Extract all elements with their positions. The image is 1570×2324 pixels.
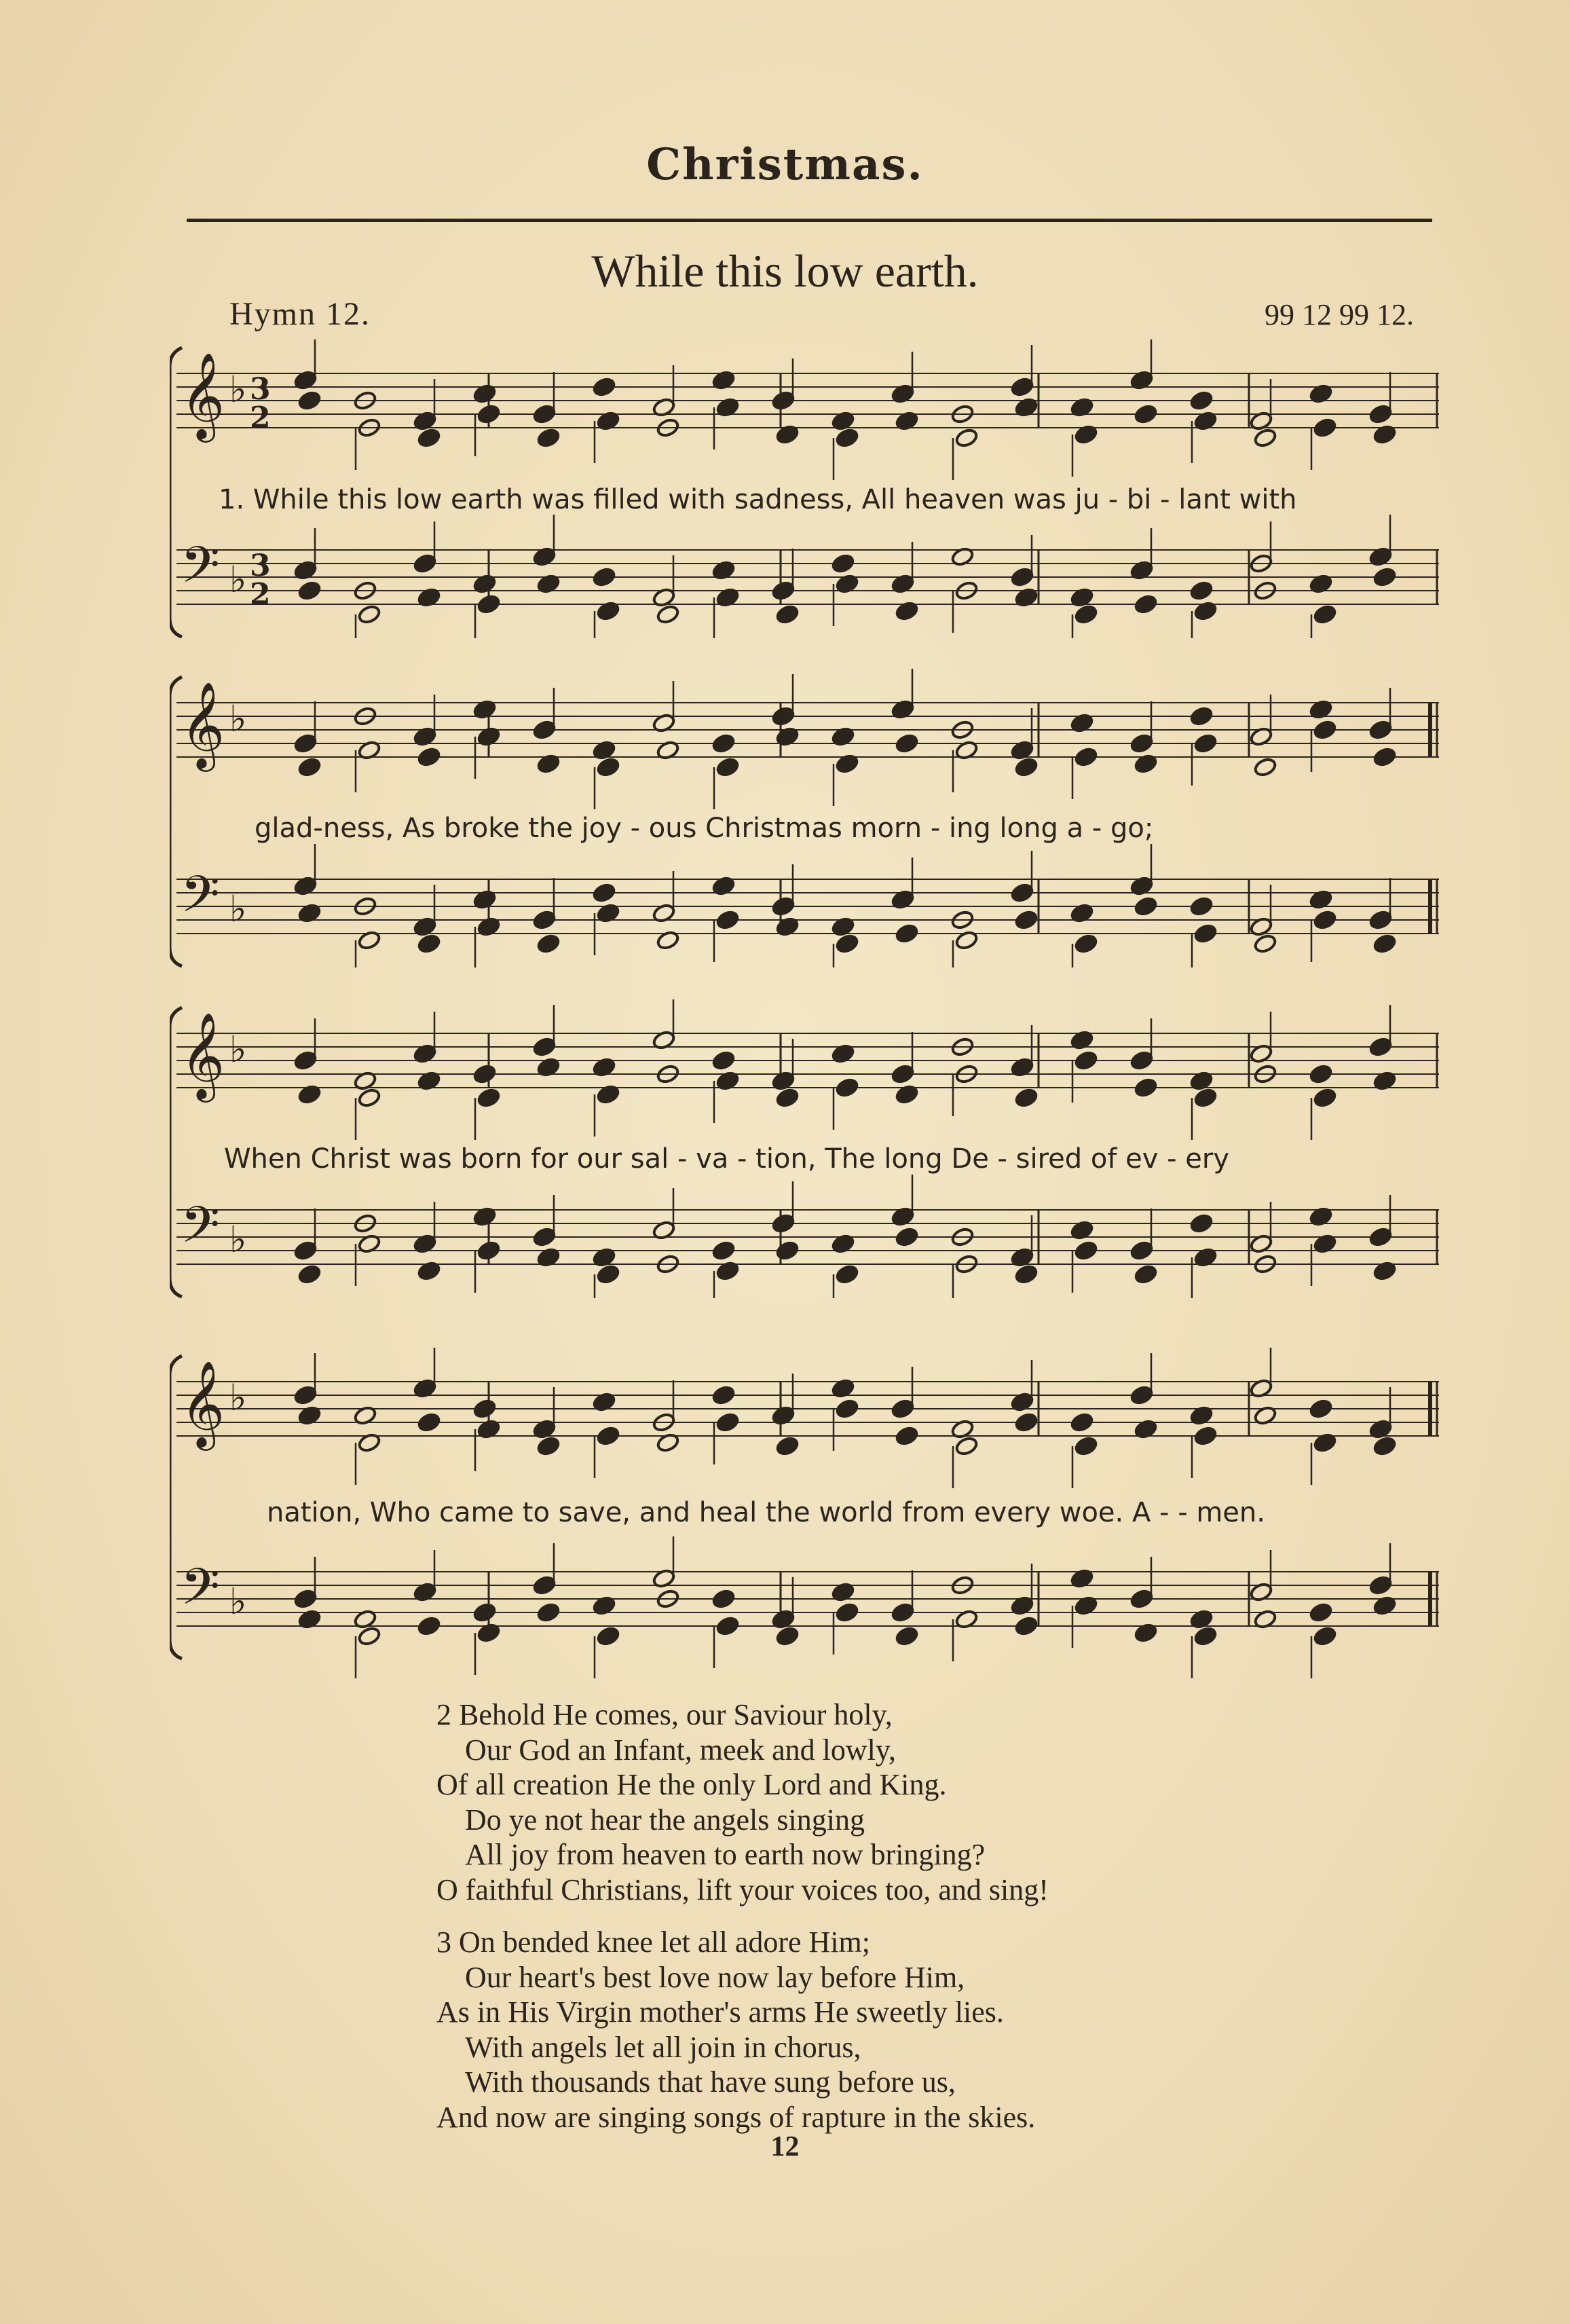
note-head — [476, 594, 501, 615]
note-head — [1014, 1264, 1039, 1285]
music-system-1 — [170, 339, 1449, 638]
note-head — [1313, 1088, 1337, 1109]
note-head — [711, 1385, 736, 1406]
note-head — [596, 757, 620, 778]
note-head — [1193, 1426, 1218, 1447]
note-head — [297, 1264, 322, 1285]
note-head — [1014, 910, 1039, 931]
note-head — [891, 1064, 915, 1085]
note-head — [417, 428, 441, 449]
note-head — [895, 1227, 919, 1248]
verse-line: Our God an Infant, meek and lowly, — [465, 1733, 896, 1767]
note-head — [835, 1077, 859, 1099]
note-head — [1372, 934, 1397, 955]
note-head — [536, 1602, 561, 1623]
bass-staff — [176, 844, 1439, 967]
note-head — [472, 1602, 497, 1623]
verse-line: Do ye not hear the angels singing — [465, 1803, 865, 1837]
note-head — [536, 934, 561, 955]
treble-clef-icon: 𝄞 — [181, 352, 225, 439]
note-head — [1010, 377, 1034, 398]
note-head — [1129, 1240, 1154, 1261]
note-head — [532, 404, 557, 425]
note-head — [775, 1240, 800, 1261]
note-head — [1129, 1050, 1154, 1071]
note-head — [1372, 747, 1397, 768]
note-head — [954, 1436, 979, 1457]
note-head — [1193, 923, 1218, 944]
note-head — [1313, 418, 1337, 439]
note-head — [1074, 747, 1098, 768]
section-title: Christmas. — [646, 139, 924, 190]
note-head — [1372, 1436, 1397, 1457]
lyric-line: 1. While this low earth was filled with sadness, All heaven was ju - bi - lant with — [219, 484, 1297, 515]
verse-line: 3 On bended knee let all adore Him; — [436, 1925, 871, 1959]
note-head — [715, 757, 740, 778]
note-head — [835, 934, 859, 955]
note-head — [592, 377, 616, 398]
page-number: 12 — [770, 2131, 800, 2162]
note-head — [1074, 1436, 1098, 1457]
note-head — [1189, 896, 1214, 917]
note-head — [771, 580, 796, 602]
note-head — [293, 1385, 318, 1406]
note-head — [895, 733, 919, 754]
note-head — [835, 1399, 859, 1420]
lyric-line: nation, Who came to save, and heal the world from every woe. A - - men. — [267, 1497, 1265, 1528]
hymn-meter: 99 12 99 12. — [1265, 298, 1414, 331]
note-head — [1134, 594, 1158, 615]
note-head — [293, 1240, 318, 1261]
note-head — [592, 567, 616, 588]
bass-staff — [176, 515, 1439, 638]
note-head — [476, 1240, 501, 1261]
note-head — [472, 1399, 497, 1420]
flat-icon: ♭ — [229, 558, 247, 601]
treble-clef-icon: 𝄞 — [181, 1012, 225, 1099]
note-head — [417, 747, 441, 768]
note-head — [1014, 1088, 1039, 1109]
verse-line: 2 Behold He comes, our Saviour holy, — [436, 1698, 893, 1731]
note-head — [771, 706, 796, 727]
bass-clef-icon: 𝄢 — [181, 1557, 220, 1629]
note-head — [476, 404, 501, 425]
note-head — [835, 1602, 859, 1623]
note-head — [771, 390, 796, 411]
note-head — [297, 390, 322, 411]
bass-clef-icon: 𝄢 — [181, 865, 220, 936]
verse-line: Our heart's best love now lay before Him, — [465, 1960, 965, 1994]
note-head — [895, 1426, 919, 1447]
note-head — [835, 428, 859, 449]
note-head — [771, 1213, 796, 1234]
note-head — [771, 896, 796, 917]
time-signature: 3 — [250, 549, 271, 583]
note-head — [1368, 1575, 1393, 1596]
note-head — [592, 883, 616, 904]
note-head — [1189, 1213, 1214, 1234]
note-head — [297, 580, 322, 602]
treble-clef-icon: 𝄞 — [181, 681, 225, 768]
music-system-2 — [170, 669, 1449, 967]
note-head — [711, 1589, 736, 1610]
note-head — [532, 910, 557, 931]
note-head — [1193, 1626, 1218, 1647]
note-head — [293, 1589, 318, 1610]
note-head — [1368, 404, 1393, 425]
note-head — [417, 1412, 441, 1433]
note-head — [293, 733, 318, 754]
note-head — [297, 757, 322, 778]
bass-clef-icon: 𝄢 — [181, 536, 220, 607]
note-head — [1129, 1385, 1154, 1406]
note-head — [536, 428, 561, 449]
note-head — [532, 1037, 557, 1058]
verse-line: All joy from heaven to earth now bringing? — [465, 1838, 986, 1871]
note-head — [891, 1602, 915, 1623]
note-head — [1010, 883, 1034, 904]
note-head — [357, 1626, 381, 1647]
note-head — [1074, 1240, 1098, 1261]
verse-line: Of all creation He the only Lord and King. — [436, 1768, 947, 1801]
treble-staff — [176, 1348, 1439, 1488]
note-head — [1014, 1616, 1039, 1637]
verse-2 — [436, 1697, 1049, 1907]
note-head — [715, 1616, 740, 1637]
note-head — [656, 604, 680, 625]
note-head — [711, 733, 736, 754]
time-signature: 2 — [250, 577, 271, 612]
flat-icon: ♭ — [229, 368, 247, 411]
note-head — [954, 428, 979, 449]
note-head — [1134, 404, 1158, 425]
note-head — [895, 1626, 919, 1647]
verse-line: And now are singing songs of rapture in the skies. — [436, 2100, 1036, 2134]
note-head — [1372, 567, 1397, 588]
note-head — [1313, 720, 1337, 741]
note-head — [775, 604, 800, 625]
verses — [436, 1697, 1049, 2152]
note-head — [831, 553, 855, 574]
note-head — [775, 1088, 800, 1109]
note-head — [1313, 1626, 1337, 1647]
note-head — [891, 1399, 915, 1420]
note-head — [1368, 910, 1393, 931]
note-head — [1253, 934, 1277, 955]
flat-icon: ♭ — [229, 1580, 247, 1623]
note-head — [413, 553, 437, 574]
note-head — [417, 934, 441, 955]
verse-line: O faithful Christians, lift your voices too, and sing! — [436, 1873, 1049, 1906]
note-head — [476, 1088, 501, 1109]
note-head — [1309, 1602, 1333, 1623]
note-head — [596, 1264, 620, 1285]
bass-staff — [176, 1175, 1439, 1298]
note-head — [1129, 733, 1154, 754]
note-head — [1189, 580, 1214, 602]
treble-staff — [176, 999, 1439, 1140]
flat-icon: ♭ — [229, 1028, 247, 1071]
note-head — [1014, 757, 1039, 778]
note-head — [1074, 934, 1098, 955]
flat-icon: ♭ — [229, 1376, 247, 1419]
time-signature: 2 — [250, 401, 271, 435]
verse-line: With angels let all join in chorus, — [465, 2030, 861, 2064]
note-head — [711, 1050, 736, 1071]
hymn-title: While this low earth. — [591, 245, 979, 297]
note-head — [1368, 720, 1393, 741]
lyric-line: glad-ness, As broke the joy - ous Christmas morn - ing long a - go; — [255, 813, 1154, 844]
note-head — [1014, 1412, 1039, 1433]
treble-staff — [176, 339, 1439, 480]
note-head — [1134, 1264, 1158, 1285]
verse-3 — [436, 1925, 1049, 2135]
note-head — [532, 1575, 557, 1596]
note-head — [1134, 896, 1158, 917]
flat-icon: ♭ — [229, 1218, 247, 1261]
note-head — [357, 1088, 381, 1109]
note-head — [1253, 428, 1277, 449]
hymn-number: Hymn 12. — [229, 296, 371, 332]
note-head — [1368, 1037, 1393, 1058]
note-head — [775, 1436, 800, 1457]
bass-staff — [176, 1536, 1439, 1678]
flat-icon: ♭ — [229, 887, 247, 930]
bass-clef-icon: 𝄢 — [181, 1196, 220, 1267]
note-head — [1193, 1088, 1218, 1109]
note-head — [715, 910, 740, 931]
note-head — [1368, 1227, 1393, 1248]
note-head — [775, 1626, 800, 1647]
note-head — [1074, 1050, 1098, 1071]
note-head — [895, 923, 919, 944]
note-head — [596, 1626, 620, 1647]
header-rule — [187, 219, 1432, 222]
note-head — [1129, 1589, 1154, 1610]
note-head — [357, 604, 381, 625]
note-head — [715, 1412, 740, 1433]
note-head — [1309, 1399, 1333, 1420]
note-head — [472, 1064, 497, 1085]
note-head — [1189, 706, 1214, 727]
note-head — [1193, 733, 1218, 754]
note-head — [1313, 604, 1337, 625]
note-head — [1189, 390, 1214, 411]
note-head — [293, 1050, 318, 1071]
note-head — [1253, 757, 1277, 778]
flat-icon: ♭ — [229, 697, 247, 740]
note-head — [596, 1426, 620, 1447]
treble-staff — [176, 669, 1439, 809]
time-signature: 3 — [250, 372, 271, 407]
note-head — [1070, 1412, 1094, 1433]
music-system-3 — [170, 999, 1449, 1298]
note-head — [1309, 1064, 1333, 1085]
note-head — [1074, 604, 1098, 625]
verse-line: With thousands that have sung before us, — [465, 2065, 956, 2099]
note-head — [1313, 910, 1337, 931]
music-system-4 — [170, 1348, 1449, 1680]
lyric-line: When Christ was born for our sal - va - tion, The long De - sired of ev - ery — [224, 1143, 1230, 1175]
note-head — [835, 1264, 859, 1285]
note-head — [417, 1616, 441, 1637]
note-head — [1010, 567, 1034, 588]
note-head — [532, 720, 557, 741]
note-head — [711, 1240, 736, 1261]
note-head — [536, 1436, 561, 1457]
treble-clef-icon: 𝄞 — [181, 1360, 225, 1447]
note-head — [1134, 1077, 1158, 1099]
verse-line: As in His Virgin mother's arms He sweetly lies. — [436, 1995, 1004, 2029]
note-head — [532, 1227, 557, 1248]
